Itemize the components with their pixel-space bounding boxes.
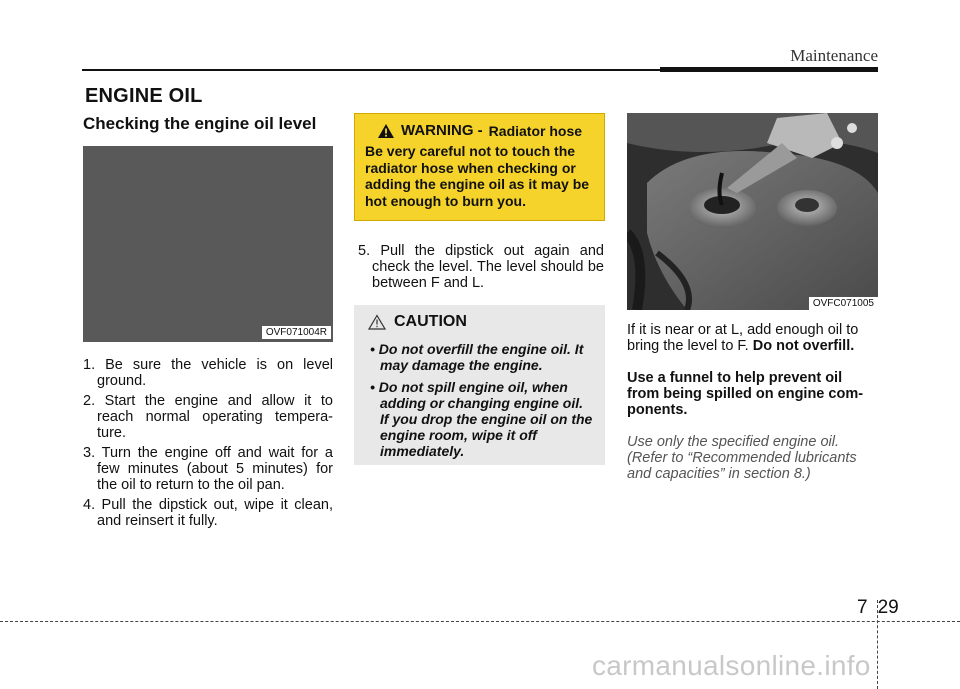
warning-text: Be very careful not to touch the radiator hose when checking or adding the engine oil as it may be hot enough to burn you. (365, 143, 590, 209)
dipstick-image (83, 146, 333, 342)
caution-box (354, 305, 605, 465)
image-code-label: OVF071004R (262, 326, 331, 339)
paragraph-level: If it is near or at L, add enough oil to bring the level to F. Do not overfill. (627, 322, 859, 354)
caution-title (366, 313, 595, 331)
footer-rule (0, 621, 960, 622)
header-rule-thick (660, 67, 878, 72)
right-column (627, 113, 878, 482)
step-item: 5. Pull the dipstick out again and check the level. The level should be between F and L. (358, 243, 604, 291)
steps-list (83, 357, 333, 529)
paragraph-spec-oil: Use only the specified engine oil. (Refer to “Recommended lubricants and capacities” in section 8.) (627, 434, 857, 482)
step-item: 1. Be sure the vehicle is on level ground. (83, 357, 333, 389)
page-number: 7 29 (857, 597, 899, 618)
warning-title (365, 122, 595, 139)
warning-triangle-icon (377, 123, 395, 139)
engine-illustration (627, 113, 878, 310)
page-title: ENGINE OIL (85, 85, 203, 107)
subsection-title: Checking the engine oil level (83, 114, 317, 133)
watermark: carmanualsonline.info (592, 650, 871, 681)
engine-oil-fill-image (627, 113, 878, 310)
image-code-label: OVFC071005 (809, 297, 878, 310)
left-column (83, 112, 333, 533)
header-rule (82, 69, 660, 71)
step-item: 2. Start the engine and allow it to reach normal operating tempera-ture. (83, 393, 333, 441)
caution-label: CAUTION (394, 313, 467, 330)
caution-triangle-icon (368, 314, 386, 330)
section-label: Maintenance (790, 46, 878, 65)
caution-item: • Do not spill engine oil, when adding or changing engine oil. If you drop the engine oil on the engine room, wipe it off immediately. (370, 379, 593, 459)
caution-item: • Do not overfill the engine oil. It may damage the engine. (370, 341, 584, 373)
warning-label: WARNING - (401, 122, 483, 139)
warning-subject: Radiator hose (488, 122, 583, 139)
caution-list (366, 341, 595, 459)
step-item: 4. Pull the dipstick out, wipe it clean, and reinsert it fully. (83, 497, 333, 529)
warning-box (354, 113, 605, 221)
paragraph-funnel: Use a funnel to help prevent oil from being spilled on engine com-ponents. (627, 370, 864, 418)
step-item: 3. Turn the engine off and wait for a few minutes (about 5 minutes) for the oil to return to the oil pan. (83, 445, 333, 493)
